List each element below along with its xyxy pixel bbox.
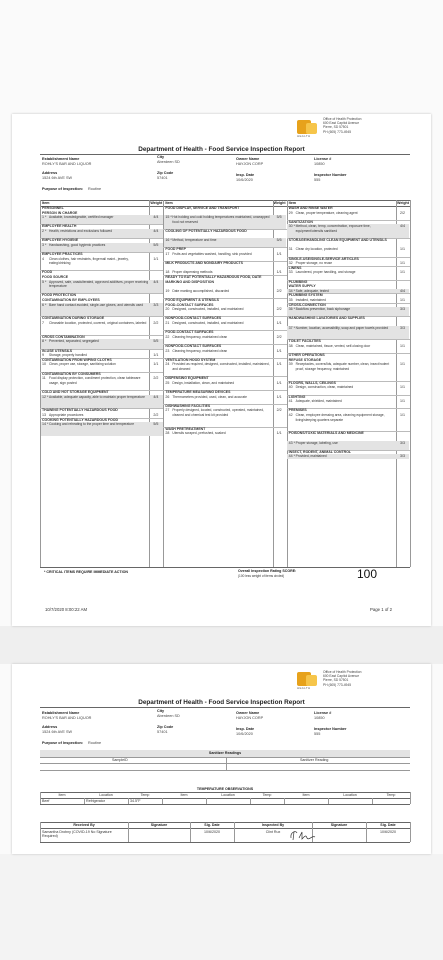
- background-bottom: [0, 854, 443, 960]
- item-number: 23: [165, 348, 170, 353]
- item-weight: 2/2: [276, 408, 282, 413]
- health-logo-icon: HEALTH: [297, 120, 319, 140]
- item-weight: 1/1: [276, 348, 282, 353]
- item-weight: 1/1: [153, 353, 159, 358]
- item-number: 31: [288, 247, 293, 252]
- item-weight: 1/1: [276, 431, 282, 436]
- section-heading: FOOD-CONTACT SURFACES: [165, 302, 214, 307]
- license-value: 10850: [314, 162, 325, 166]
- item-weight: 4/4: [153, 215, 159, 220]
- temp-col-header: Temp: [262, 793, 272, 797]
- item-weight: 3/3: [400, 440, 405, 445]
- date-label: Insp. Date: [236, 173, 255, 177]
- item-weight: 1/1: [153, 362, 159, 367]
- item-number: 33: [288, 270, 293, 275]
- inspector-value: 555: [314, 178, 321, 182]
- temp-cell: 34.5°F: [130, 799, 141, 803]
- purpose-label: Purpose of Inspection:: [42, 741, 84, 745]
- section-heading: THAWING POTENTIALLY HAZARDOUS FOOD: [42, 408, 118, 413]
- page-number: Page 1 of 2: [370, 607, 392, 612]
- item-weight: 4/4: [153, 279, 159, 284]
- section-heading: CONTAMINATION BY EMPLOYEES: [42, 298, 100, 302]
- item-weight: 1/1: [276, 270, 282, 275]
- section-heading: FOOD-CONTACT SURFACES: [165, 330, 214, 335]
- temp-col-header: Item: [180, 793, 188, 797]
- item-number: 20: [165, 307, 170, 312]
- section-heading: CROSS-CONNECTION: [288, 302, 326, 307]
- item-weight: 3/3: [400, 325, 405, 330]
- temp-col-header: Item: [302, 793, 310, 797]
- item-weight: 3/3: [153, 302, 159, 307]
- score-value: 100: [357, 567, 378, 581]
- item-number: 18: [165, 270, 170, 275]
- item-weight: 3/3: [400, 307, 405, 312]
- item-number: 37 *: [288, 325, 296, 330]
- page-gap: [0, 626, 443, 664]
- item-description: Proper storage, no reuse: [295, 261, 333, 266]
- item-number: 41: [288, 399, 293, 404]
- item-description: Clean dry location, protected: [295, 247, 338, 252]
- column-header-item: Item: [165, 201, 173, 205]
- item-weight: 1/1: [276, 380, 282, 385]
- item-number: 34 *: [288, 288, 296, 293]
- item-number: 15 *: [165, 215, 172, 220]
- item-description: Handwashing, good hygienic practices: [49, 242, 106, 247]
- report-page-1: [12, 114, 431, 626]
- city-label: City: [157, 709, 165, 713]
- section-heading: POISONS/TOXIC MATERIALS AND MEDICINE: [288, 431, 364, 436]
- temp-col-header: Temp: [386, 793, 396, 797]
- report-page-2: [12, 664, 431, 854]
- item-number: 6 *: [42, 302, 47, 307]
- owner-label: Owner Name: [236, 157, 260, 161]
- item-weight: 2/2: [276, 288, 282, 293]
- item-number: 22: [165, 334, 170, 339]
- section-heading: EMPLOYEE HEALTH: [42, 224, 77, 229]
- section-heading: DISHWASHING FACILITIES: [165, 403, 211, 408]
- purpose-label: Purpose of Inspection:: [42, 187, 84, 191]
- item-number: 21: [165, 321, 170, 325]
- item-description: Available, adequate capacity, able to maintain proper temperature: [49, 394, 145, 399]
- item-description: Clean, maintained, tissue, vented, self-closing door: [295, 344, 371, 348]
- item-number: 14 *: [42, 422, 49, 427]
- item-description: Utensils scraped, prefushed, soaked: [172, 431, 226, 436]
- item-weight: 2/2: [153, 413, 159, 417]
- temp-cell: Refrigerator: [86, 799, 105, 803]
- item-weight: 4/4: [153, 229, 159, 233]
- item-number: 30 *: [288, 224, 296, 229]
- item-number: 39: [288, 362, 293, 367]
- item-number: 9: [42, 353, 44, 358]
- print-timestamp: 10/7/2020 8:00:22 AM: [45, 607, 88, 612]
- signature-col-header: Signature: [330, 823, 348, 827]
- section-heading: NONFOOD-CONTACT SURFACES: [165, 344, 222, 348]
- item-number: 10: [42, 362, 46, 367]
- signature-col-header: Inspected By: [261, 823, 285, 827]
- item-description: Cooking and reheating to the proper time and temperature: [49, 422, 135, 427]
- zip-value: 57401: [157, 730, 168, 734]
- item-weight: 5/5: [153, 242, 159, 247]
- signature-col-header: Signature: [150, 823, 168, 827]
- item-description: Receptacles, covers/lids, adequate number, clean, insect/rodent proof, storage frequency, maintained: [295, 362, 390, 371]
- item-description: Date marking accomplished, discarded: [172, 288, 230, 293]
- item-description: Approved, safe, unadulterated, approved additives, proper receiving temperature: [49, 279, 149, 289]
- address-value: 1524 6th AVE SW: [42, 176, 73, 180]
- item-description: Number, location, accessibility, soap and paper towels provided: [295, 325, 389, 330]
- item-description: Health, restrictions and exclusions followed: [49, 229, 113, 233]
- establishment-value: ROHLY'S BAR AND LIQUOR: [42, 162, 92, 166]
- section-heading: FOOD PREP: [165, 247, 186, 252]
- signature-cell: 10/6/2020: [380, 830, 396, 834]
- establishment-label: Establishment Name: [42, 711, 80, 715]
- item-description: Designed, constructed, installed, and maintained: [172, 321, 244, 325]
- section-heading: LIGHTING: [288, 394, 306, 399]
- item-description: Available, knowledgeable, certified manager: [49, 215, 114, 220]
- item-weight: 5/5: [153, 339, 159, 344]
- item-description: Provided as required, designed, constructed, installed, maintained, and cleaned: [172, 362, 270, 371]
- score-label: Overall Inspection Rating SCORE:: [238, 569, 297, 573]
- section-heading: OTHER OPERATIONS: [288, 353, 325, 358]
- section-heading: CONTAMINATION FROM WIPING CLOTHS: [42, 357, 112, 362]
- section-heading: WASH AND RINSE WATER: [288, 206, 333, 210]
- item-number: 5 *: [42, 279, 47, 284]
- section-heading: WASH PRETREATMENT: [165, 426, 206, 431]
- section-heading: COLD AND HOT STORAGE EQUIPMENT: [42, 390, 109, 394]
- item-description: Hot holding and cold holding temperatures maintained, unwrapped food not reserved: [172, 215, 270, 224]
- item-number: 43 *: [288, 440, 296, 445]
- item-number: 28: [165, 431, 170, 436]
- section-heading: WATER SUPPLY: [288, 284, 316, 289]
- item-description: Method, temperature and time: [172, 238, 217, 243]
- item-weight: 1/1: [400, 385, 405, 390]
- sanitizer-title: Sanitizer Readings: [208, 751, 242, 755]
- item-description: Method, clean, temp, concentration, exposure time, equipment/utensils sanitized: [295, 224, 371, 233]
- section-heading: PERSON IN CHARGE: [42, 210, 78, 215]
- item-weight: 4/4: [400, 224, 405, 229]
- sanitizer-reading-header: Sanitizer Reading: [300, 758, 329, 762]
- item-number: 16 *: [165, 238, 172, 243]
- item-number: 26: [165, 394, 170, 399]
- item-description: Properly designed, located, constructed, operated, maintained, cleaned and chemical test kit provided: [172, 408, 264, 417]
- item-weight: 2/2: [400, 210, 405, 215]
- item-weight: 1/1: [400, 413, 405, 417]
- item-description: Adequate, shielded, maintained: [295, 399, 342, 404]
- item-description: Installed, maintained: [295, 298, 326, 302]
- purpose-value: Routine: [88, 741, 102, 745]
- temp-col-header: Location: [343, 793, 357, 797]
- item-number: 13: [42, 413, 46, 417]
- item-number: 19: [165, 288, 170, 293]
- office-address: Office of Health Protection 600 East Capitol Avenue Pierre, SD 57501 PH (605) 773-4945: [323, 117, 362, 134]
- inspector-label: Inspector Number: [314, 727, 347, 731]
- item-weight: 5/5: [276, 215, 282, 220]
- item-weight: 1/1: [400, 298, 405, 302]
- health-logo-icon: HEALTH: [297, 672, 319, 692]
- critical-note: * CRITICAL ITEMS REQUIRE IMMEDIATE ACTION: [44, 570, 128, 574]
- section-heading: PREMISES: [288, 408, 307, 413]
- item-description: Design, construction, clean, maintained: [295, 385, 354, 390]
- item-weight: 1/1: [400, 247, 405, 252]
- section-heading: LINENS: [288, 265, 302, 270]
- signature-col-header: Sig. Date: [380, 823, 396, 827]
- item-number: 2 *: [42, 229, 47, 233]
- temp-col-header: Item: [58, 793, 66, 797]
- section-heading: INSECT, RODENT, ANIMAL CONTROL: [288, 449, 352, 454]
- item-number: 4: [42, 256, 44, 261]
- item-description: Cleaning frequency, maintained clean: [172, 334, 228, 339]
- section-heading: TEMPERATURE MEASURING DEVICES: [165, 390, 231, 394]
- item-description: Laundered, proper handling, and storage: [295, 270, 356, 275]
- item-description: Clean, proper temperature, cleaning agent: [295, 210, 358, 215]
- item-number: 1 *: [42, 215, 47, 220]
- score-subtext: (100 less weight of items circled): [238, 574, 285, 578]
- item-number: 42: [288, 413, 293, 417]
- section-heading: PLUMBING: [288, 279, 308, 284]
- item-weight: 1/1: [153, 256, 159, 261]
- item-weight: 1/1: [400, 344, 405, 348]
- item-description: Backflow prevention, back siphonage: [295, 307, 351, 312]
- item-description: Fruits and vegetables washed, handling, sink provided: [172, 252, 252, 256]
- item-description: Cleanable location, protected, covered, original containers, labeled: [49, 321, 147, 325]
- section-heading: NONFOOD-CONTACT SURFACES: [165, 316, 222, 321]
- address-label: Address: [42, 171, 58, 175]
- section-heading: HANDWASHING LAVATORIES AND SUPPLIES: [288, 316, 365, 321]
- item-weight: 1/1: [400, 270, 405, 275]
- section-heading: EMPLOYEE HYGIENE: [42, 238, 79, 243]
- page-title-2: Department of Health - Food Service Inspection Report: [138, 699, 305, 706]
- section-heading: SINGLE-USE/SINGLE-SERVICE ARTICLES: [288, 256, 359, 261]
- temp-observations-title: TEMPERATURE OBSERVATIONS: [196, 787, 254, 791]
- owner-value: HAYJON CORP: [236, 716, 264, 720]
- item-number: 12 *: [42, 394, 49, 399]
- section-heading: DISPENSING EQUIPMENT: [165, 376, 209, 381]
- section-heading: EMPLOYEE PRACTICES: [42, 252, 83, 256]
- item-weight: 1/1: [276, 362, 282, 367]
- section-heading: COOLING OF POTENTIALLY HAZARDOUS FOOD: [165, 229, 247, 233]
- item-number: 7: [42, 321, 44, 325]
- item-weight: 2/2: [153, 376, 159, 381]
- item-description: Clean, employee dressing area, cleaning equipment storage, living/sleeping quarters separate: [295, 413, 385, 422]
- section-heading: READY TO EAT POTENTIALLY HAZARDOUS FOOD, DATE MARKING AND DISPOSITION: [165, 275, 262, 284]
- date-value: 10/6/2020: [236, 732, 253, 736]
- zip-label: Zip Code: [157, 725, 174, 729]
- item-number: 8 *: [42, 339, 47, 344]
- item-weight: 4/4: [153, 394, 159, 399]
- item-number: 24: [165, 362, 170, 367]
- temp-cell: Beef: [42, 799, 50, 803]
- section-heading: COOKING POTENTIALLY HAZARDOUS FOOD: [42, 417, 119, 422]
- item-number: 36 *: [288, 307, 296, 312]
- item-weight: 1/1: [400, 362, 405, 367]
- section-heading: IN-USE UTENSILS: [42, 348, 73, 353]
- column-header-weight: Weight: [397, 201, 409, 205]
- item-description: Clean, proper use, storage, sanitizing solution: [49, 362, 116, 367]
- item-description: Storage, properly handled: [49, 353, 87, 358]
- city-label: City: [157, 155, 165, 159]
- column-header-weight: Weight: [273, 201, 286, 205]
- inspector-label: Inspector Number: [314, 173, 347, 177]
- date-label: Insp. Date: [236, 727, 255, 731]
- city-value: Aberdeen SD: [157, 714, 180, 718]
- city-value: Aberdeen SD: [157, 160, 180, 164]
- item-weight: 5/5: [276, 238, 282, 243]
- section-heading: FOOD: [42, 270, 53, 275]
- section-heading: CONTAMINATION DURING STORAGE: [42, 316, 105, 321]
- section-heading: VENTILATION HOOD SYSTEM: [165, 357, 216, 362]
- inspector-signature-image: [288, 829, 318, 843]
- item-weight: 1/1: [276, 394, 282, 399]
- signature-col-header: Received By: [73, 823, 95, 827]
- temp-col-header: Location: [99, 793, 113, 797]
- section-heading: PLUMBING SYSTEM: [288, 293, 323, 298]
- signature-col-header: Sig. Date: [204, 823, 220, 827]
- inspector-value: 555: [314, 732, 321, 736]
- owner-value: HAYJON CORP: [236, 162, 264, 166]
- item-number: 32: [288, 261, 293, 266]
- license-value: 10850: [314, 716, 325, 720]
- item-weight: 1/1: [400, 399, 405, 404]
- item-weight: 2/2: [276, 307, 282, 312]
- item-number: 44 *: [288, 454, 296, 459]
- item-description: Provided, maintained: [295, 454, 327, 459]
- section-heading: FOOD DISPLAY, SERVICE AND TRANSPORT: [165, 206, 240, 210]
- section-heading: FOOD SOURCE: [42, 275, 69, 279]
- item-description: Safe, adequate, tested: [295, 288, 329, 293]
- establishment-value: ROHLY'S BAR AND LIQUOR: [42, 716, 92, 720]
- address-value: 1524 6th AVE SW: [42, 730, 73, 734]
- item-weight: 3/3: [400, 454, 405, 459]
- temp-col-header: Temp: [140, 793, 150, 797]
- item-number: 38: [288, 344, 293, 348]
- item-description: Food display protection, condiment protection, clean tableware usage, sign posted: [49, 376, 141, 385]
- owner-label: Owner Name: [236, 711, 260, 715]
- zip-value: 57401: [157, 176, 168, 180]
- item-number: 25: [165, 380, 170, 385]
- signature-cell: Samantha Drobny (COVID-19 No Signature Required): [42, 830, 112, 839]
- item-description: Designed, constructed, installed, and maintained: [172, 307, 244, 312]
- item-description: Cleaning frequency, maintained clean: [172, 348, 228, 353]
- item-weight: 5/5: [153, 422, 159, 427]
- item-description: Clean clothes, hair restraints, fingernail maint., jewelry, eating/drinking: [49, 256, 129, 266]
- license-label: License #: [314, 711, 332, 715]
- item-description: Bare hand contact avoided, single-use gloves, and utensils used: [49, 302, 144, 307]
- address-label: Address: [42, 725, 58, 729]
- temp-col-header: Location: [221, 793, 235, 797]
- license-label: License #: [314, 157, 332, 161]
- item-description: Proper storage, labeling, use: [295, 440, 338, 445]
- purpose-value: Routine: [88, 187, 102, 191]
- column-header-item: Item: [42, 201, 50, 205]
- item-weight: 1/1: [276, 252, 282, 256]
- signature-cell: 10/6/2020: [204, 830, 220, 834]
- section-heading: TOILET FACILITIES: [288, 339, 321, 344]
- sample-id-header: SampleID: [112, 758, 128, 762]
- item-weight: 2/2: [153, 321, 159, 325]
- item-description: Appropriate procedures: [49, 413, 84, 417]
- section-heading: PERSONNEL: [42, 206, 64, 210]
- item-weight: 2/2: [276, 334, 282, 339]
- item-number: 40: [288, 385, 293, 390]
- section-heading: FOOD PROTECTION: [42, 293, 77, 298]
- item-description: Thermometers provided, used, clean, and accurate: [172, 394, 247, 399]
- section-heading: CONTAMINATION BY CONSUMERS: [42, 371, 101, 376]
- item-weight: 4/4: [400, 288, 405, 293]
- section-heading: REFUSE STORAGE: [288, 357, 322, 362]
- section-heading: FLOORS, WALLS, CEILINGS: [288, 380, 336, 385]
- column-header-weight: Weight: [150, 201, 163, 205]
- item-number: 29: [288, 210, 293, 215]
- item-weight: 1/1: [400, 261, 405, 266]
- item-number: 27: [165, 408, 170, 413]
- section-heading: SANITIZATION: [288, 219, 313, 224]
- item-number: 11: [42, 376, 46, 381]
- item-number: 3 *: [42, 242, 47, 247]
- page-title: Department of Health - Food Service Inspection Report: [138, 146, 305, 153]
- office-address: Office of Health Protection 600 East Capitol Avenue Pierre, SD 57501 PH (605) 773-4945: [323, 670, 362, 687]
- column-header-item: Item: [288, 201, 297, 205]
- section-heading: FOOD EQUIPMENT & UTENSILS: [165, 298, 219, 302]
- section-heading: STORAGE/HANDLING CLEAN EQUIPMENT AND UTENSILS: [288, 238, 387, 243]
- item-number: 35: [288, 298, 293, 302]
- establishment-label: Establishment Name: [42, 157, 80, 161]
- section-heading: MILK PRODUCTS AND NONDAIRY PRODUCTS: [165, 261, 243, 266]
- signature-cell: Clint Rux: [265, 830, 281, 834]
- item-weight: 1/1: [276, 321, 282, 325]
- date-value: 10/6/2020: [236, 178, 253, 182]
- item-description: Design, installation, clean, and maintained: [172, 380, 235, 385]
- item-description: Prevented, separated, segregated: [49, 339, 99, 344]
- zip-label: Zip Code: [157, 171, 174, 175]
- section-heading: CROSS CONTAMINATION: [42, 334, 85, 339]
- item-number: 17: [165, 252, 170, 256]
- item-description: Proper dispensing methods: [172, 270, 213, 275]
